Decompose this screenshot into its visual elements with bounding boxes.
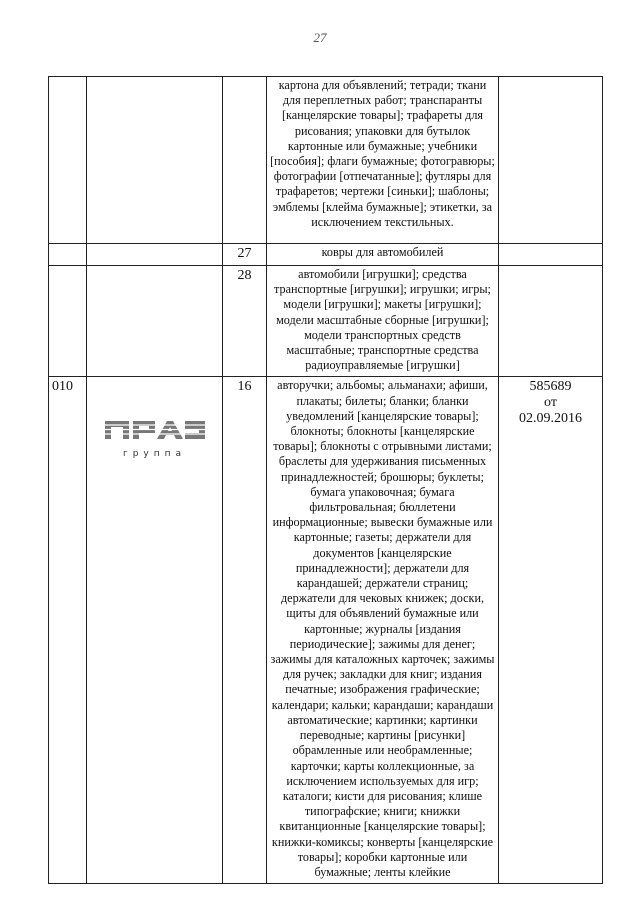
- logo-cell: [87, 266, 223, 377]
- row-number-cell: 010: [49, 377, 87, 884]
- logo-cell: [87, 77, 223, 244]
- registration-date: 02.09.2016: [519, 411, 582, 427]
- row-number-cell: [49, 77, 87, 244]
- class-cell: 27: [223, 244, 267, 266]
- registration-cell: [499, 244, 603, 266]
- logo-cell: [87, 244, 223, 266]
- table-row: [49, 266, 603, 377]
- goods-cell: ковры для автомобилей: [267, 244, 499, 266]
- goods-cell: авторучки; альбомы; альманахи; афиши, плакаты; билеты; бланки; бланки уведомлений [канцелярские товары]; блокноты; блокноты [канцелярские товары]; блокноты с отрывными листами; браслеты для удерживания письменных принадлежностей; брошюры; буклеты; бумага упаковочная; бумага фильтровальная; бюллетени информационные; вывески бумажные или картонные; газеты; держатели для документов [канцелярские принадлежности]; держатели для карандашей; держатели страниц; держатели для чековых книжек; доски, щиты для объявлений бумажные или картонные; журналы [издания периодические]; зажимы для денег; зажимы для каталожных карточек; зажимы для ручек; закладки для книг; издания печатные; изображения графические; календари; кальки; карандаши; карандаши автоматические; картинки; картинки переводные; картины [рисунки] обрамленные или необрамленные; карточки; карты коллекционные, за исключением используемых для игр; каталоги; кисти для рисования; клише типографские; книги; книжки квитанционные [канцелярские товары]; книжки-комиксы; конверты [канцелярские товары]; коробки картонные или бумажные; ленты клейкие: [267, 377, 499, 884]
- registration-cell: [499, 377, 603, 884]
- goods-cell: автомобили [игрушки]; средства транспортные [игрушки]; игрушки; игры; модели [игрушки]; макеты [игрушки]; модели масштабные сборные [игрушки]; модели транспортных средств масштабные; транспортные средства радиоуправляемые [игрушки]: [267, 266, 499, 377]
- row-number-cell: [49, 266, 87, 377]
- row-number-cell: [49, 244, 87, 266]
- logo-text: группа: [122, 449, 187, 460]
- registration-cell: [499, 266, 603, 377]
- brand-logo: [87, 377, 222, 459]
- registration-from: от: [544, 395, 557, 411]
- registration-cell: [499, 77, 603, 244]
- table-row: [49, 244, 603, 266]
- goods-cell: картона для объявлений; тетради; ткани для переплетных работ; транспаранты [канцелярские товары]; трафареты для рисования; упаковки для бутылок картонные или бумажные; учебники [пособия]; флаги бумажные; фотогравюры; фотографии [отпечатанные]; футляры для трафаретов; чертежи [синьки]; шаблоны; эмблемы [клейма бумажные]; этикетки, за исключением текстильных.: [267, 77, 499, 244]
- logo-cell: [87, 377, 223, 884]
- trademark-table: [48, 76, 603, 884]
- logo-mark-icon: [103, 417, 207, 443]
- registration-number: 585689: [529, 379, 572, 395]
- page-number: 27: [313, 30, 327, 45]
- class-cell: [223, 77, 267, 244]
- class-cell: 16: [223, 377, 267, 884]
- table-row: [49, 377, 603, 884]
- class-cell: 28: [223, 266, 267, 377]
- table-row: [49, 77, 603, 244]
